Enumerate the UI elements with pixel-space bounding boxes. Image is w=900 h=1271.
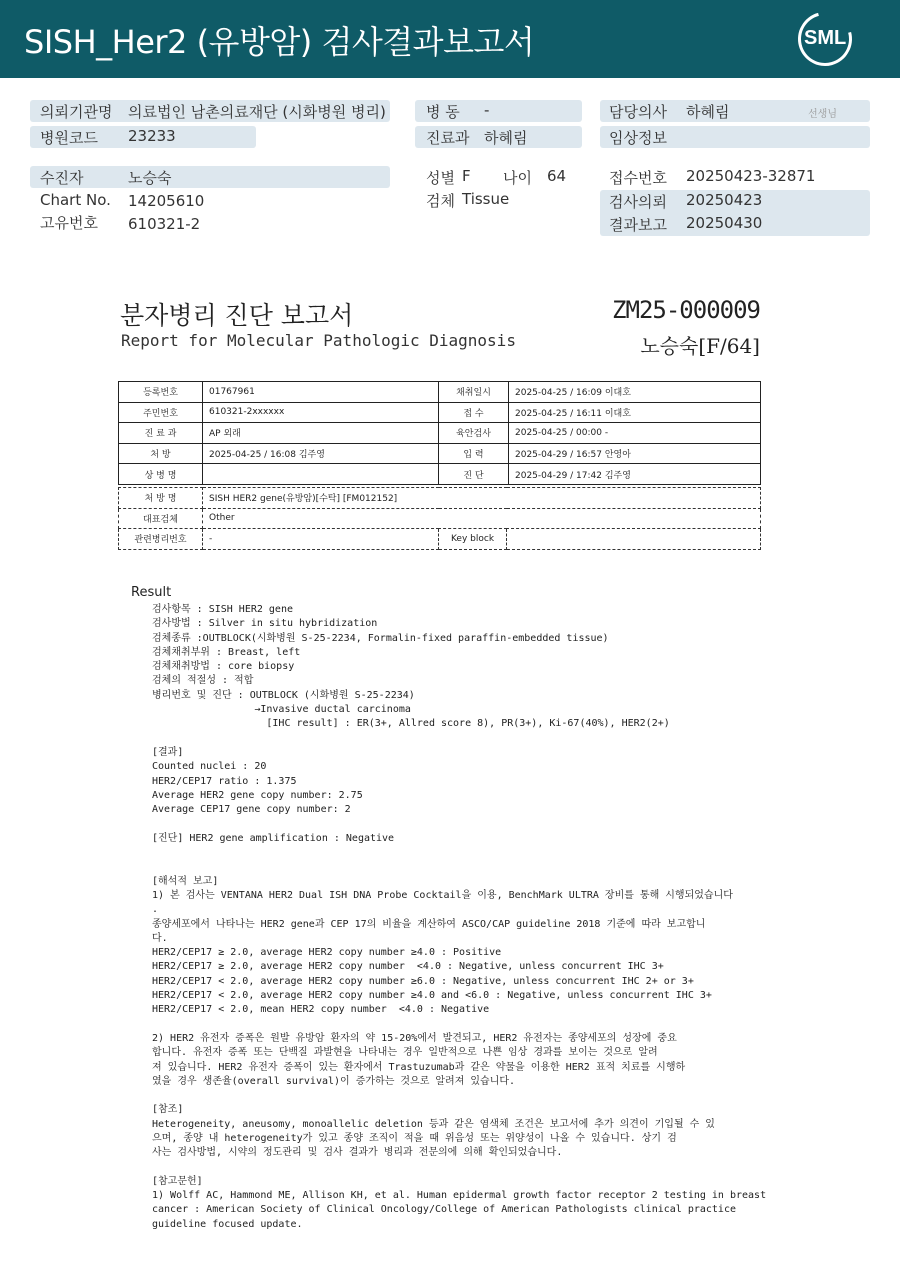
report-header-title: SISH_Her2 (유방암) 검사결과보고서 [24, 23, 535, 61]
result-line: . [152, 904, 159, 916]
hospital-code-label: 병원코드 [40, 129, 98, 147]
report-date-value: 20250430 [686, 214, 763, 232]
sex-label: 성별 [426, 169, 455, 187]
report-patient: 노승숙[F/64] [640, 334, 760, 358]
result-line [152, 1089, 792, 1103]
result-line: [참조] [152, 1104, 184, 1116]
result-line: guideline focused update. [152, 1218, 303, 1230]
specimen-value: Tissue [462, 190, 510, 208]
row-label-2: 접 수 [439, 402, 509, 423]
row-value-2: 2025-04-29 / 16:57 안영아 [509, 443, 761, 464]
result-line: Heterogeneity, aneusomy, monoallelic deletion 등과 같은 염색체 조건은 보고서에 추가 의견이 기입될 수 있 [152, 1118, 715, 1130]
result-line: 병리번호 및 진단 : OUTBLOCK (시화병원 S-25-2234) [152, 689, 415, 701]
result-line [152, 1018, 792, 1032]
prescription-table [118, 487, 761, 550]
logo-text: SML [804, 27, 847, 49]
row-value: 01767961 [203, 382, 439, 403]
result-line: 져 있습니다. HER2 유전자 증폭이 있는 환자에서 Trastuzumab과 같은 약물을 이용한 HER2 표적 치료를 시행하 [152, 1061, 686, 1073]
specimen-label: 검체 [426, 192, 455, 210]
result-line: Average CEP17 gene copy number: 2 [152, 804, 351, 816]
row-value-2: 2025-04-25 / 16:09 이대호 [509, 382, 761, 403]
unique-label: 고유번호 [40, 214, 98, 232]
row-value: 2025-04-25 / 16:08 김주영 [203, 443, 439, 464]
result-body [152, 603, 792, 1232]
ward-value: - [484, 101, 490, 119]
result-line: HER2/CEP17 ≥ 2.0, average HER2 copy number ≥4.0 : Positive [152, 947, 502, 959]
result-line: HER2/CEP17 ratio : 1.375 [152, 775, 297, 787]
request-value: 20250423 [686, 191, 763, 209]
related-pathology-value: - [203, 529, 439, 550]
table-row [119, 488, 761, 509]
result-line: 합니다. 유전자 증폭 또는 단백질 과발현을 나타내는 경우 일반적으로 나쁜 임상 경과를 보이는 것으로 알려 [152, 1047, 658, 1059]
prescription-label: 처 방 명 [119, 488, 203, 509]
table-row [119, 402, 761, 423]
report-date-label: 결과보고 [609, 216, 667, 234]
result-line: HER2/CEP17 ≥ 2.0, average HER2 copy number <4.0 : Negative, unless concurrent IHC 3+ [152, 961, 664, 973]
result-line: [진단] HER2 gene amplification : Negative [152, 832, 395, 844]
result-line: 검사방법 : Silver in situ hybridization [152, 618, 378, 630]
row-label: 상 병 명 [119, 464, 203, 485]
result-line: HER2/CEP17 < 2.0, mean HER2 copy number <4.0 : Negative [152, 1004, 490, 1016]
receipt-label: 접수번호 [609, 169, 667, 187]
result-line: [IHC result] : ER(3+, Allred score 8), PR(3+), Ki-67(40%), HER2(2+) [152, 718, 670, 730]
result-line: →Invasive ductal carcinoma [152, 704, 411, 716]
result-line [152, 860, 792, 874]
row-label: 등록번호 [119, 382, 203, 403]
unique-value: 610321-2 [128, 215, 201, 233]
doctor-label: 담당의사 [609, 103, 667, 121]
row-label: 처 방 [119, 443, 203, 464]
report-code: ZM25-000009 [612, 296, 760, 324]
result-line [152, 846, 792, 860]
institution-label: 의뢰기관명 [40, 103, 113, 121]
representative-specimen-value: Other [203, 508, 761, 529]
receipt-value: 20250423-32871 [686, 167, 816, 185]
result-line: HER2/CEP17 < 2.0, average HER2 copy number ≥4.0 and <6.0 : Negative, unless concurrent IHC 3+ [152, 990, 712, 1002]
institution-value: 의료법인 남촌의료재단 (시화병원 병리) [128, 103, 386, 121]
row-value: 610321-2xxxxxx [203, 402, 439, 423]
clinical-label: 임상정보 [609, 129, 667, 147]
result-line: [해석적 보고] [152, 875, 219, 887]
result-line: 2) HER2 유전자 증폭은 원발 유방암 환자의 약 15-20%에서 발견되고, HER2 유전자는 종양세포의 성장에 중요 [152, 1032, 677, 1044]
doctor-value: 하혜림 [686, 103, 730, 121]
result-line [152, 732, 792, 746]
result-line: 검사항목 : SISH HER2 gene [152, 604, 293, 615]
table-row [119, 382, 761, 403]
result-line: 사는 검사방법, 시약의 정도관리 및 검사 결과가 병리과 전문의에 의해 확인되었습니다. [152, 1147, 563, 1159]
dept-label: 진료과 [426, 129, 470, 147]
result-line: 다. [152, 932, 168, 944]
row-value-2: 2025-04-29 / 17:42 김주영 [509, 464, 761, 485]
result-line: 검체종류 :OUTBLOCK(시화병원 S-25-2234, Formalin-fixed paraffin-embedded tissue) [152, 632, 609, 644]
age-label: 나이 [503, 169, 532, 187]
registration-table [118, 381, 761, 485]
result-line: [참고문헌] [152, 1175, 203, 1187]
row-label-2: 채취일시 [439, 382, 509, 403]
row-label-2: 입 력 [439, 443, 509, 464]
table-row [119, 423, 761, 444]
row-label-2: 진 단 [439, 464, 509, 485]
table-row [119, 529, 761, 550]
table-row [119, 443, 761, 464]
patient-value: 노승숙 [128, 169, 172, 187]
result-line: 였을 경우 생존율(overall survival)이 증가하는 것으로 알려져 있습니다. [152, 1075, 516, 1087]
report-title-ko: 분자병리 진단 보고서 [120, 301, 354, 330]
result-line: 검체채취부위 : Breast, left [152, 646, 301, 658]
request-label: 검사의뢰 [609, 193, 667, 211]
doctor-suffix: 선생님 [808, 109, 837, 120]
ward-label: 병 동 [426, 103, 460, 121]
result-line: 1) 본 검사는 VENTANA HER2 Dual ISH DNA Probe Cocktail을 이용, BenchMark ULTRA 장비를 통해 시행되었습니다 [152, 889, 733, 901]
report-title-en: Report for Molecular Pathologic Diagnosis [121, 331, 516, 350]
result-line: 검체의 적절성 : 적합 [152, 675, 254, 687]
patient-info [0, 0, 900, 240]
result-line: [결과] [152, 746, 184, 758]
dept-value: 하혜림 [484, 129, 528, 147]
prescription-value: SISH HER2 gene(유방암)[수탁] [FM012152] [203, 488, 761, 509]
result-line: Average HER2 gene copy number: 2.75 [152, 789, 363, 801]
result-heading: Result [131, 585, 172, 600]
hospital-code-value: 23233 [128, 127, 176, 145]
representative-specimen-label: 대표검체 [119, 508, 203, 529]
result-line: HER2/CEP17 < 2.0, average HER2 copy number ≥6.0 : Negative, unless concurrent IHC 2+ or 3+ [152, 975, 694, 987]
result-line: 1) Wolff AC, Hammond ME, Allison KH, et al. Human epidermal growth factor receptor 2 testing in breast [152, 1190, 767, 1202]
row-label: 진 료 과 [119, 423, 203, 444]
result-line: cancer : American Society of Clinical Oncology/College of American Pathologists clinical practice [152, 1204, 736, 1216]
age-value: 64 [547, 167, 567, 185]
key-block-value [507, 529, 761, 550]
result-line [152, 817, 792, 831]
result-line: Counted nuclei : 20 [152, 761, 267, 773]
key-block-label: Key block [439, 529, 507, 550]
result-line [152, 1161, 792, 1175]
chart-label: Chart No. [40, 191, 111, 209]
result-line: 검체채취방법 : core biopsy [152, 661, 295, 673]
patient-label: 수진자 [40, 169, 84, 187]
row-value [203, 464, 439, 485]
related-pathology-label: 관련병리번호 [119, 529, 203, 550]
result-line: 으며, 종양 내 heterogeneity가 있고 종양 조직이 적을 때 위음성 또는 위양성이 나올 수 있습니다. 상기 검 [152, 1132, 677, 1144]
row-value-2: 2025-04-25 / 16:11 이대호 [509, 402, 761, 423]
chart-value: 14205610 [128, 192, 205, 210]
row-label-2: 육안검사 [439, 423, 509, 444]
row-label: 주민번호 [119, 402, 203, 423]
result-line: 종양세포에서 나타나는 HER2 gene과 CEP 17의 비율을 계산하여 ASCO/CAP guideline 2018 기준에 따라 보고합니 [152, 918, 706, 930]
table-row [119, 508, 761, 529]
sex-value: F [462, 167, 471, 185]
row-value-2: 2025-04-25 / 00:00 - [509, 423, 761, 444]
row-value: AP 외래 [203, 423, 439, 444]
table-row [119, 464, 761, 485]
